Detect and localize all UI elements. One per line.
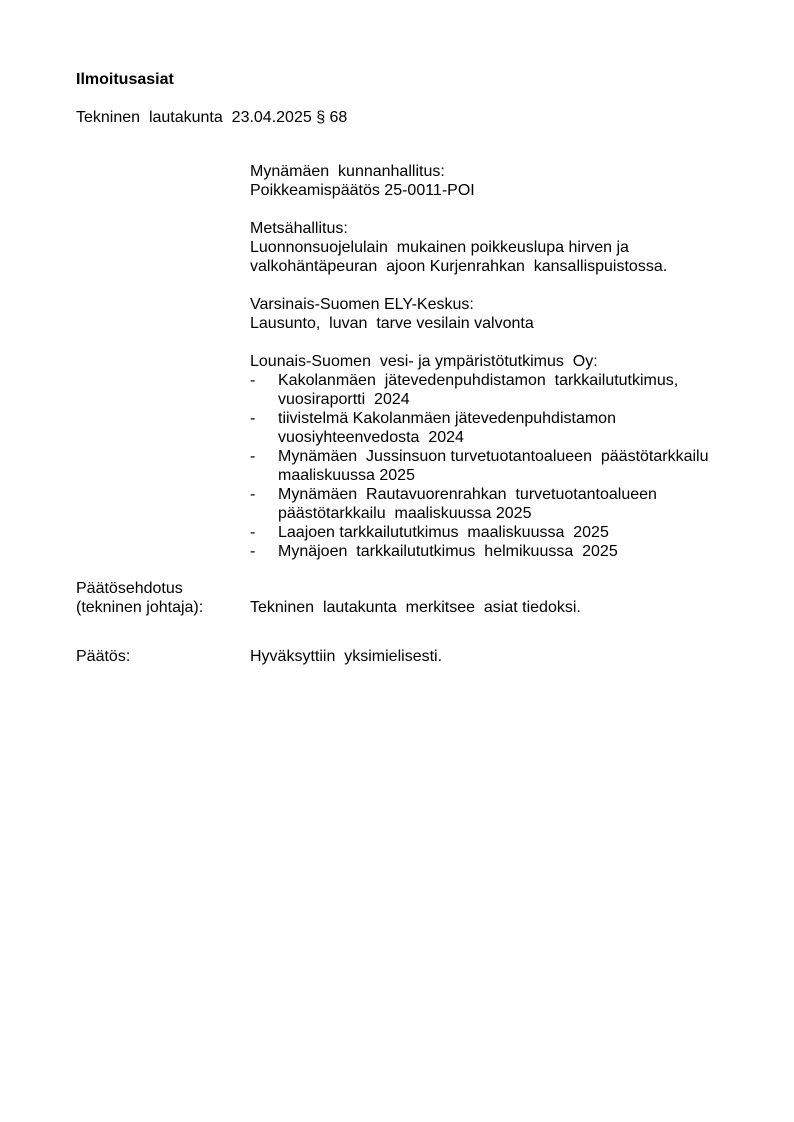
list-item: [250, 371, 720, 409]
decision-row: [76, 647, 718, 666]
list-item: [250, 409, 720, 447]
meeting-reference: Tekninen lautakunta 23.04.2025 § 68: [76, 109, 348, 126]
text-line: Lounais-Suomen vesi- ja ympäristötutkimus Oy:: [250, 353, 598, 370]
dash-bullet: -: [250, 524, 256, 541]
text-line: Lausunto, luvan tarve vesilain valvonta: [250, 315, 534, 332]
text-line: tiivistelmä Kakolanmäen jätevedenpuhdistamon: [278, 410, 616, 427]
text-line: Poikkeamispäätös 25-0011-POI: [250, 182, 475, 199]
paragraph-ely-keskus: [250, 295, 720, 333]
text-line: Mynämäen Jussinsuon turvetuotantoalueen päästötarkkailu: [278, 448, 709, 465]
report-list: [250, 371, 720, 561]
paragraph-municipal-board: [250, 162, 720, 200]
list-item: [250, 485, 720, 523]
list-item: [250, 523, 720, 542]
page-title: Ilmoitusasiat: [76, 71, 174, 88]
paragraph-metsahallitus: [250, 219, 720, 276]
decision-proposal-row: [76, 579, 718, 617]
text-line: valkohäntäpeuran ajoon Kurjenrahkan kansallispuistossa.: [250, 258, 668, 275]
text-line: Laajoen tarkkailututkimus maaliskuussa 2025: [278, 524, 609, 541]
dash-bullet: -: [250, 448, 256, 465]
dash-bullet: -: [250, 486, 256, 503]
text-line: vuosiyhteenvedosta 2024: [278, 429, 464, 446]
list-item: [250, 542, 720, 561]
text-line: Luonnonsuojelulain mukainen poikkeuslupa hirven ja: [250, 239, 629, 256]
decision-text: Hyväksyttiin yksimielisesti.: [250, 648, 443, 665]
text-line: Päätös:: [76, 648, 131, 665]
dash-bullet: -: [250, 372, 256, 389]
text-line: Päätösehdotus: [76, 580, 183, 597]
text-line: maaliskuussa 2025: [278, 467, 415, 484]
body-content: [250, 162, 720, 561]
decision-proposal-label: [76, 579, 250, 617]
text-line: vuosiraportti 2024: [278, 391, 410, 408]
text-line: Metsähallitus:: [250, 220, 348, 237]
text-line: Kakolanmäen jätevedenpuhdistamon tarkkailututkimus,: [278, 372, 679, 389]
text-line: Mynäjoen tarkkailututkimus helmikuussa 2025: [278, 543, 618, 560]
dash-bullet: -: [250, 410, 256, 427]
text-line: Varsinais-Suomen ELY-Keskus:: [250, 296, 474, 313]
list-item: [250, 447, 720, 485]
text-line: Mynämäen kunnanhallitus:: [250, 163, 445, 180]
text-line: Mynämäen Rautavuorenrahkan turvetuotantoalueen: [278, 486, 657, 503]
dash-bullet: -: [250, 543, 256, 560]
text-line: päästötarkkailu maaliskuussa 2025: [278, 505, 532, 522]
decision-proposal-text: Tekninen lautakunta merkitsee asiat tiedoksi.: [250, 599, 581, 616]
text-line: (tekninen johtaja):: [76, 599, 204, 616]
decision-label: [76, 647, 250, 666]
paragraph-research-company: [250, 352, 720, 561]
